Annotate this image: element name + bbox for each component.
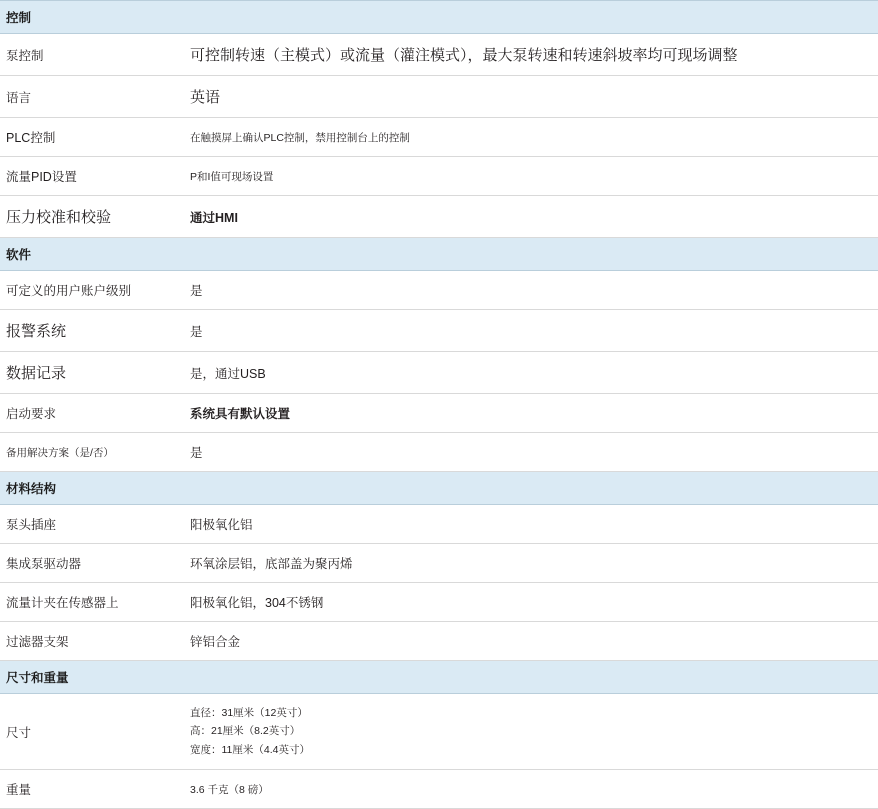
section-header-row: [0, 238, 878, 271]
table-row: [0, 157, 878, 196]
row-value: 环氧涂层铝，底部盖为聚丙烯: [180, 544, 878, 583]
section-header-spacer: [180, 472, 878, 505]
section-header-spacer: [180, 238, 878, 271]
row-label: 泵头插座: [0, 505, 180, 544]
row-value: [180, 694, 878, 770]
table-row: [0, 352, 878, 394]
row-value: 3.6 千克（8 磅）: [180, 770, 878, 809]
row-value: 阳极氧化铝，304不锈钢: [180, 583, 878, 622]
row-label: 过滤器支架: [0, 622, 180, 661]
row-value: 可控制转速（主模式）或流量（灌注模式），最大泵转速和转速斜坡率均可现场调整: [180, 34, 878, 76]
section-header-spacer: [180, 1, 878, 34]
row-label: 启动要求: [0, 394, 180, 433]
section-header-row: [0, 661, 878, 694]
row-label: 尺寸: [0, 694, 180, 770]
row-value: P和I值可现场设置: [180, 157, 878, 196]
row-value: 系统具有默认设置: [180, 394, 878, 433]
dimension-height: 高：21厘米（8.2英寸）: [190, 725, 301, 738]
row-label: 压力校准和校验: [0, 196, 180, 238]
dimension-diameter: 直径：31厘米（12英寸）: [190, 707, 308, 719]
row-value: 通过HMI: [180, 196, 878, 238]
row-label: 流量PID设置: [0, 157, 180, 196]
table-row: [0, 505, 878, 544]
section-header-row: [0, 472, 878, 505]
spec-table-body: [0, 1, 878, 809]
table-row: [0, 694, 878, 770]
row-label: 流量计夹在传感器上: [0, 583, 180, 622]
row-label: 集成泵驱动器: [0, 544, 180, 583]
row-label: 报警系统: [0, 310, 180, 352]
table-row: [0, 433, 878, 472]
row-label: PLC控制: [0, 118, 180, 157]
dimension-width: 宽度：11厘米（4.4英寸）: [190, 743, 310, 756]
table-row: [0, 770, 878, 809]
table-row: [0, 544, 878, 583]
table-row: [0, 118, 878, 157]
table-row: [0, 196, 878, 238]
section-header-label: 软件: [0, 238, 180, 271]
section-header-spacer: [180, 661, 878, 694]
table-row: [0, 583, 878, 622]
section-header-row: [0, 1, 878, 34]
row-value: 阳极氧化铝: [180, 505, 878, 544]
row-label: 语言: [0, 76, 180, 118]
row-label: 可定义的用户账户级别: [0, 271, 180, 310]
row-label: 重量: [0, 770, 180, 809]
table-row: [0, 394, 878, 433]
row-value: 是: [180, 433, 878, 472]
row-label: 数据记录: [0, 352, 180, 394]
table-row: [0, 76, 878, 118]
table-row: [0, 271, 878, 310]
row-value: 是: [180, 271, 878, 310]
table-row: [0, 310, 878, 352]
section-header-label: 尺寸和重量: [0, 661, 180, 694]
row-label: 泵控制: [0, 34, 180, 76]
row-value: 英语: [180, 76, 878, 118]
table-row: [0, 34, 878, 76]
section-header-label: 材料结构: [0, 472, 180, 505]
row-value: 是: [180, 310, 878, 352]
section-header-label: 控制: [0, 1, 180, 34]
table-row: [0, 622, 878, 661]
row-label: 备用解决方案（是/否）: [0, 433, 180, 472]
row-value: 在触摸屏上确认PLC控制，禁用控制台上的控制: [180, 118, 878, 157]
row-value: 是，通过USB: [180, 352, 878, 394]
row-value: 锌铝合金: [180, 622, 878, 661]
